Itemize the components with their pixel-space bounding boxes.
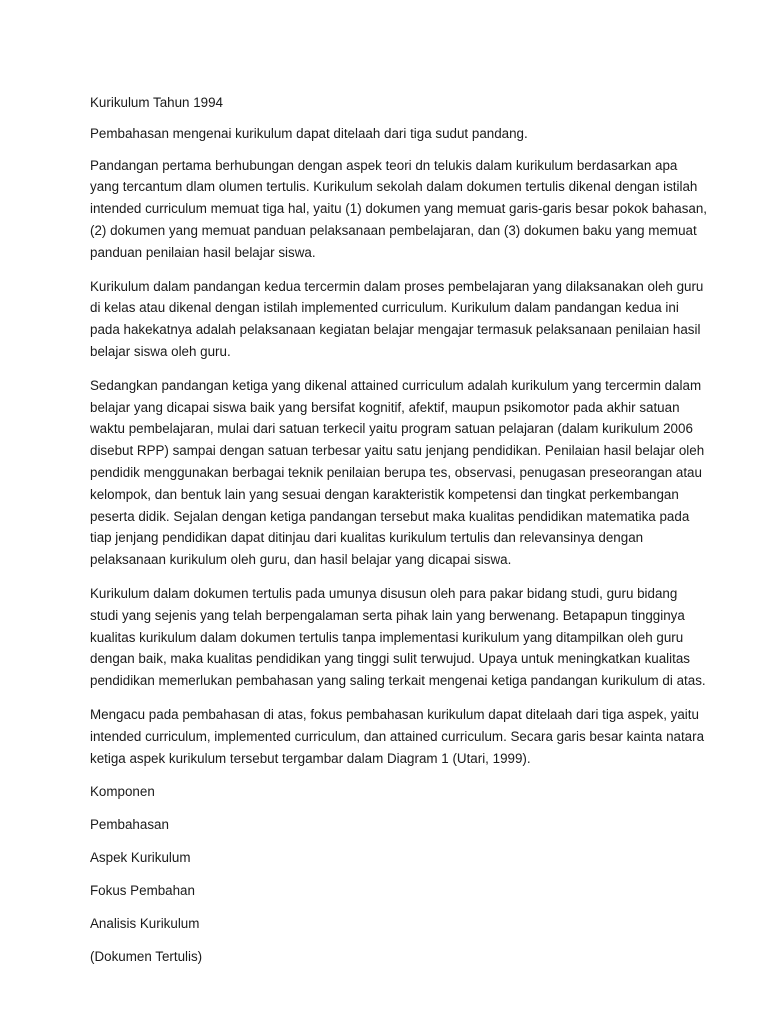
document-title: Kurikulum Tahun 1994 bbox=[90, 95, 224, 110]
paragraph-mengacu: Mengacu pada pembahasan di atas, fokus pembahasan kurikulum dapat ditelaah dari tiga aspek, yaitu intended curriculum, implemented curriculum, dan attained curriculum. Secara garis besar kainta natara ketiga aspek kurikulum tersebut tergambar dalam Diagram 1 (Utari, 1999). bbox=[90, 706, 705, 766]
line-dokumen-tertulis: (Dokumen Tertulis) bbox=[90, 949, 203, 965]
paragraph-pandangan-kedua: Kurikulum dalam pandangan kedua tercermin dalam proses pembelajaran yang dilaksanakan oleh guru di kelas atau dikenal dengan istilah implemented curriculum. Kurikulum dalam pandangan kedua ini pada hakekatnya adalah pelaksanaan kegiatan belajar mengajar termasuk pelaksanaan penilaian hasil belajar siswa oleh guru. bbox=[90, 278, 704, 359]
line-aspek-kurikulum: Aspek Kurikulum bbox=[90, 850, 191, 866]
paragraph-kurikulum-dokumen: Kurikulum dalam dokumen tertulis pada umunya disusun oleh para pakar bidang studi, guru bidang studi yang sejenis yang telah berpengalaman serta pihak lain yang berwenang. Betapapun tingginya kualitas kurikulum dalam dokumen tertulis tanpa implementasi kurikulum yang ditampilkan oleh guru dengan baik, maka kualitas pendidikan yang tinggi sulit terwujud. Upaya untuk meningkatkan kualitas pendidikan memerlukan pembahasan yang saling terkait mengenai ketiga pandangan kurikulum di atas. bbox=[90, 585, 706, 689]
paragraph-pandangan-ketiga: Sedangkan pandangan ketiga yang dikenal attained curriculum adalah kurikulum yang tercermin dalam belajar yang dicapai siswa baik yang bersifat kognitif, afektif, maupun psikomotor pada akhir satuan waktu pembelajaran, mulai dari satuan terkecil yaitu program satuan pelajaran (dalam kurikulum 2006 disebut RPP) sampai dengan satuan terbesar yaitu satu jenjang pendidikan. Penilaian hasil belajar oleh pendidik menggunakan berbagai teknik penilaian berupa tes, observasi, penugasan preseorangan atau kelompok, dan bentuk lain yang sesuai dengan karakteristik kompetensi dan tingkat perkembangan peserta didik. Sejalan dengan ketiga pandangan tersebut maka kualitas pendidikan matematika pada tiap jenjang pendidikan dapat ditinjau dari kualitas kurikulum tertulis dan relevansinya dengan pelaksanaan kurikulum oleh guru, dan hasil belajar yang dicapai siswa. bbox=[90, 377, 705, 568]
line-komponen: Komponen bbox=[90, 784, 155, 800]
line-analisis-kurikulum: Analisis Kurikulum bbox=[90, 916, 200, 932]
paragraph-pandangan-pertama: Pandangan pertama berhubungan dengan aspek teori dn telukis dalam kurikulum berdasarkan apa yang tercantum dlam olumen tertulis. Kurikulum sekolah dalam dokumen tertulis dikenal dengan istilah intended curriculum memuat tiga hal, yaitu (1) dokumen yang memuat garis-garis besar pokok bahasan, (2) dokumen yang memuat panduan pelaksanaan pembelajaran, dan (3) dokumen baku yang memuat panduan penilaian hasil belajar siswa. bbox=[90, 157, 708, 260]
line-pembahasan: Pembahasan bbox=[90, 817, 169, 833]
line-fokus-pembahan: Fokus Pembahan bbox=[90, 883, 195, 899]
intro-paragraph: Pembahasan mengenai kurikulum dapat ditelaah dari tiga sudut pandang. bbox=[90, 125, 528, 141]
